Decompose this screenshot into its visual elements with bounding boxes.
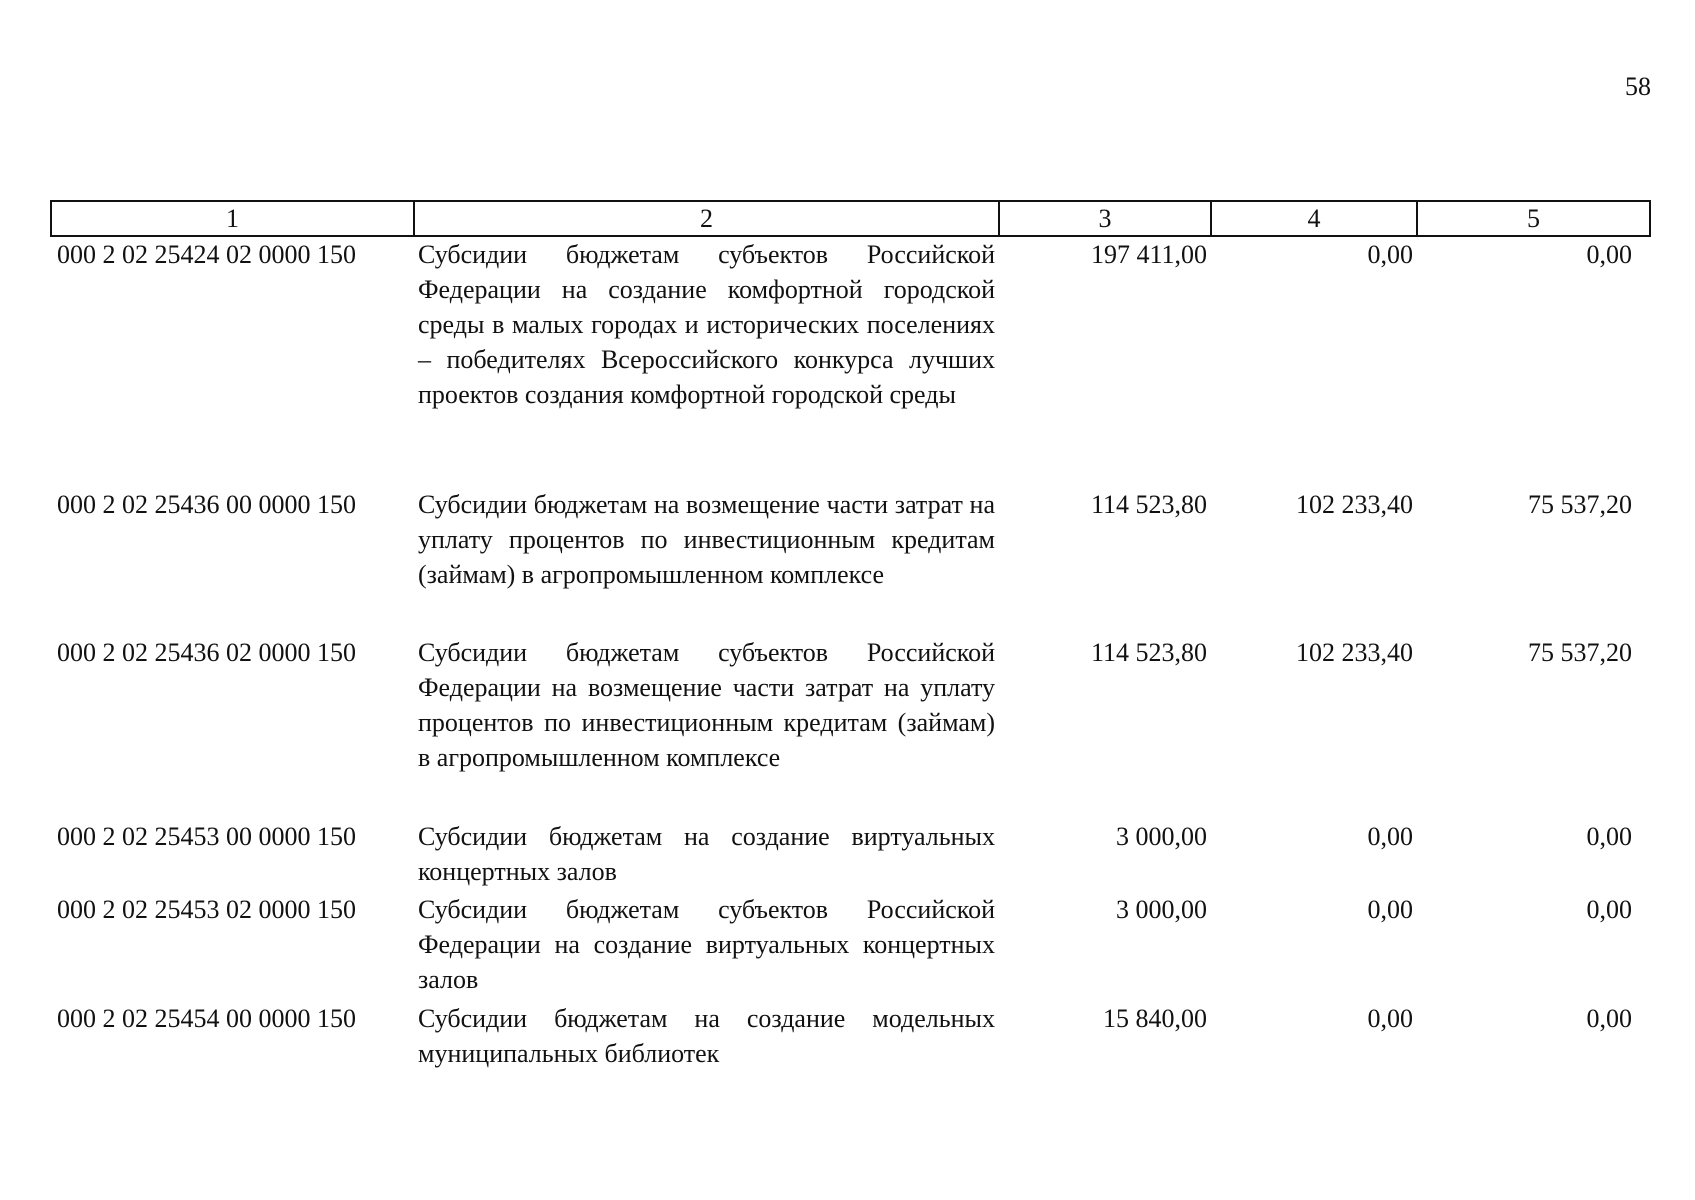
budget-code: 000 2 02 25454 00 0000 150 [57, 1004, 356, 1033]
value-col3: 197 411,00 [1090, 240, 1207, 269]
value-col5: 75 537,20 [1528, 638, 1632, 667]
column-header-4: 4 [1211, 201, 1417, 236]
column-header-5: 5 [1417, 201, 1650, 236]
table-body [51, 236, 1650, 1075]
description: Субсидии бюджетам на создание виртуальных концертных залов [418, 822, 995, 886]
value-col5: 75 537,20 [1528, 490, 1632, 519]
table-row [51, 892, 1650, 1001]
description: Субсидии бюджетам субъектов Российской Федерации на создание комфортной городской среды в малых городах и исторических поселениях – победителях Всероссийского конкурса лучших проектов создания комфортной городской среды [418, 240, 995, 409]
column-header-1: 1 [51, 201, 414, 236]
value-col4: 0,00 [1367, 1004, 1413, 1033]
value-col5: 0,00 [1586, 822, 1632, 851]
value-col3: 3 000,00 [1116, 822, 1207, 851]
header-row [51, 201, 1650, 236]
value-col3: 15 840,00 [1103, 1004, 1207, 1033]
value-col5: 0,00 [1586, 895, 1632, 924]
description: Субсидии бюджетам на создание модельных муниципальных библиотек [418, 1004, 995, 1068]
description: Субсидии бюджетам на возмещение части затрат на уплату процентов по инвестиционным кредитам (займам) в агропромышленном комплексе [418, 490, 995, 589]
column-header-3: 3 [999, 201, 1211, 236]
page-number: 58 [1625, 72, 1651, 101]
value-col5: 0,00 [1586, 1004, 1632, 1033]
value-col4: 0,00 [1367, 822, 1413, 851]
value-col4: 0,00 [1367, 240, 1413, 269]
budget-code: 000 2 02 25436 02 0000 150 [57, 638, 356, 667]
budget-code: 000 2 02 25453 02 0000 150 [57, 895, 356, 924]
description: Субсидии бюджетам субъектов Российской Федерации на возмещение части затрат на уплату процентов по инвестиционным кредитам (займам) в агропромышленном комплексе [418, 638, 995, 772]
column-header-2: 2 [414, 201, 999, 236]
table-row [51, 236, 1650, 487]
value-col4: 102 233,40 [1296, 638, 1413, 667]
table-row [51, 819, 1650, 892]
value-col4: 102 233,40 [1296, 490, 1413, 519]
budget-code: 000 2 02 25453 00 0000 150 [57, 822, 356, 851]
value-col3: 114 523,80 [1090, 490, 1207, 519]
value-col5: 0,00 [1586, 240, 1632, 269]
value-col4: 0,00 [1367, 895, 1413, 924]
table-header [51, 201, 1650, 236]
budget-code: 000 2 02 25436 00 0000 150 [57, 490, 356, 519]
budget-code: 000 2 02 25424 02 0000 150 [57, 240, 356, 269]
table-row [51, 1001, 1650, 1075]
table-row [51, 487, 1650, 635]
value-col3: 3 000,00 [1116, 895, 1207, 924]
value-col3: 114 523,80 [1090, 638, 1207, 667]
description: Субсидии бюджетам субъектов Российской Федерации на создание виртуальных концертных залов [418, 895, 995, 994]
table-row [51, 635, 1650, 819]
budget-table [50, 200, 1651, 1075]
